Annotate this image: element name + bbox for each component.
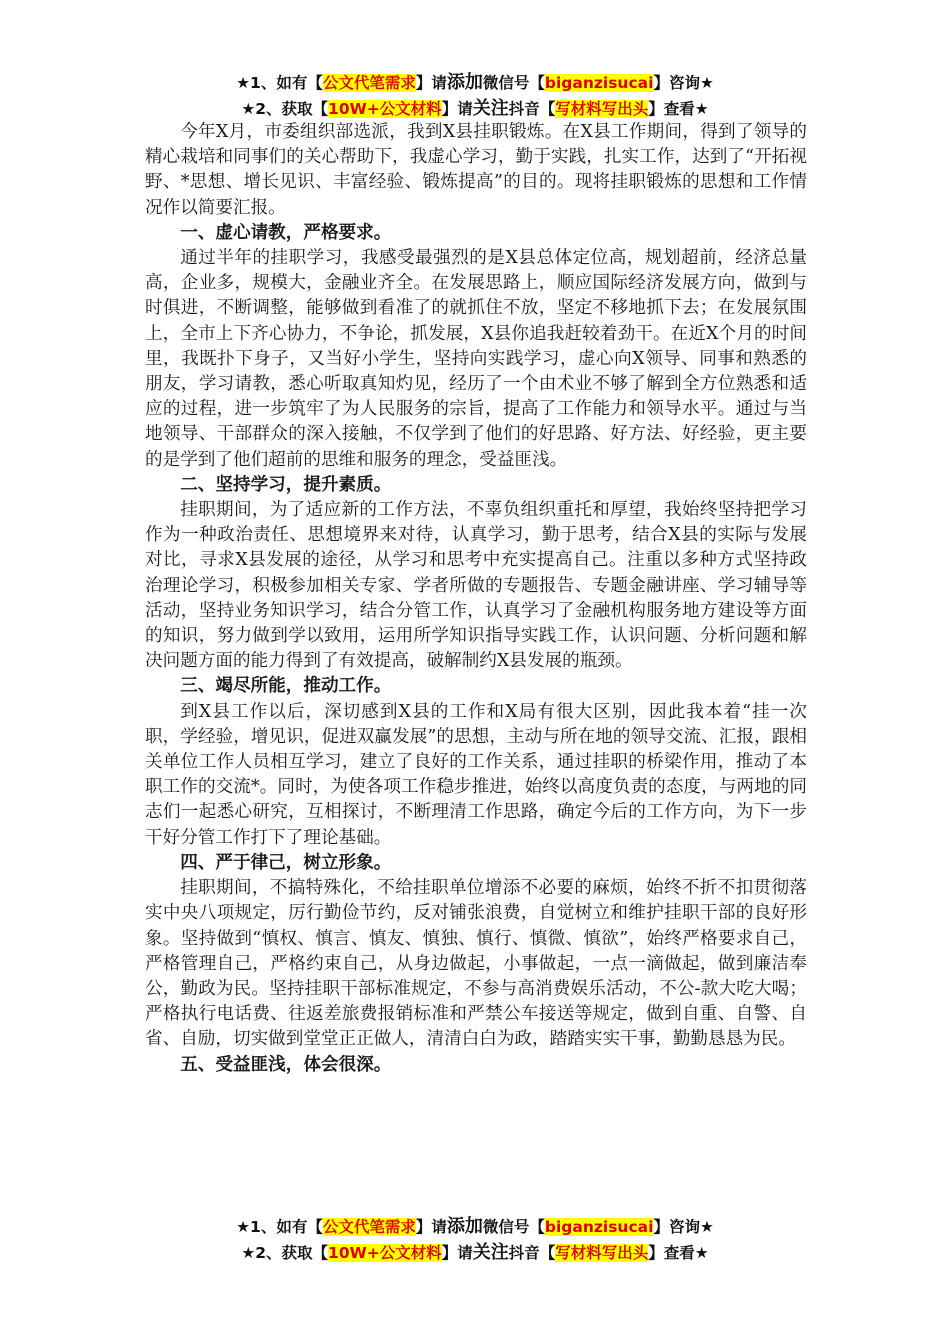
section-paragraph: 挂职期间，不搞特殊化，不给挂职单位增添不必要的麻烦，始终不折不扣贯彻落实中央八项规定，厉行勤俭节约，反对铺张浪费，自觉树立和维护挂职干部的良好形象。坚持做到“慎权、慎言、慎友、慎独、慎行、慎微、慎欲”，始终严格要求自己，严格管理自己，严格约束自己，从身边做起，小事做起，一点一滴做起，做到廉洁奉公，勤政为民。坚持挂职干部标准规定，不参与高消费娱乐活动，不公-款大吃大喝；严格执行电话费、往返差旅费报销标准和严禁公车接送等规定，做到自重、自警、自省、自励，切实做到堂堂正正做人，清清白白为政，踏踏实实干事，勤勤恳恳为民。 — [145, 878, 807, 1050]
highlight-douyin-account: 写材料写出头 — [555, 100, 649, 118]
header-banner — [0, 70, 950, 122]
banner-line-2: ★2、获取【10W+公文材料】请关注抖音【写材料写出头】查看★ — [241, 1242, 709, 1263]
highlight-wechat-id: biganzisucai — [544, 1218, 654, 1236]
banner-line-1: ★1、如有【公文代笔需求】请添加微信号【biganzisucai】咨询★ — [236, 1216, 714, 1237]
highlight-materials: 10W+公文材料 — [328, 100, 442, 118]
highlight-wechat-id: biganzisucai — [544, 74, 654, 92]
section-heading: 五、受益匪浅，体会很深。 — [180, 1054, 392, 1075]
highlight-writing-service: 公文代笔需求 — [322, 74, 416, 92]
highlight-writing-service: 公文代笔需求 — [322, 1218, 416, 1236]
section-heading: 一、虚心请教，严格要求。 — [180, 222, 392, 243]
highlight-materials: 10W+公文材料 — [328, 1244, 442, 1262]
section-heading: 四、严于律己，树立形象。 — [180, 852, 392, 873]
intro-paragraph: 今年X月，市委组织部选派，我到X县挂职锻炼。在X县工作期间，得到了领导的精心栽培和同事们的关心帮助下，我虚心学习，勤于实践，扎实工作，达到了“开拓视野、*思想、增长见识、丰富经验、锻炼提高”的目的。现将挂职锻炼的思想和工作情况作以简要汇报。 — [145, 122, 807, 218]
banner-line-1: ★1、如有【公文代笔需求】请添加微信号【biganzisucai】咨询★ — [236, 72, 714, 93]
section-heading: 二、坚持学习，提升素质。 — [180, 474, 392, 495]
banner-line-2: ★2、获取【10W+公文材料】请关注抖音【写材料写出头】查看★ — [241, 98, 709, 119]
section-heading: 三、竭尽所能，推动工作。 — [180, 676, 392, 697]
document-body — [145, 120, 807, 1078]
section-paragraph: 通过半年的挂职学习，我感受最强烈的是X县总体定位高，规划超前，经济总量高，企业多，规模大，金融业齐全。在发展思路上，顺应国际经济发展方向，做到与时俱进，不断调整，能够做到看准了的就抓住不放，坚定不移地抓下去；在发展氛围上，全市上下齐心协力，不争论，抓发展，X县你追我赶较着劲干。在近X个月的时间里，我既扑下身子，又当好小学生，坚持向实践学习，虚心向X领导、同事和熟悉的朋友，学习请教，悉心听取真知灼见，经历了一个由术业不够了解到全方位熟悉和适应的过程，进一步筑牢了为人民服务的宗旨，提高了工作能力和领导水平。通过与当地领导、干部群众的深入接触，不仅学到了他们的好思路、好方法、好经验，更主要的是学到了他们超前的思维和服务的理念，受益匪浅。 — [145, 248, 807, 470]
section-paragraph: 到X县工作以后，深切感到X县的工作和X局有很大区别，因此我本着“挂一次职，学经验，增见识，促进双赢发展”的思想，主动与所在地的领导交流、汇报，跟相关单位工作人员相互学习，建立了良好的工作关系，通过挂职的桥梁作用，推动了本职工作的交流*。同时，为使各项工作稳步推进，始终以高度负责的态度，与两地的同志们一起悉心研究，互相探讨，不断理清工作思路，确定今后的工作方向，为下一步干好分管工作打下了理论基础。 — [145, 701, 807, 848]
highlight-douyin-account: 写材料写出头 — [555, 1244, 649, 1262]
footer-banner — [0, 1214, 950, 1266]
section-paragraph: 挂职期间，为了适应新的工作方法，不辜负组织重托和厚望，我始终坚持把学习作为一种政治责任、思想境界来对待，认真学习，勤于思考，结合X县的实际与发展对比，寻求X县发展的途径，从学习和思考中充实提高自己。注重以多种方式坚持政治理论学习，积极参加相关专家、学者所做的专题报告、专题金融讲座、学习辅导等活动，坚持业务知识学习，结合分管工作，认真学习了金融机构服务地方建设等方面的知识，努力做到学以致用，运用所学知识指导实践工作，认识问题、分析问题和解决问题方面的能力得到了有效提高，破解制约X县发展的瓶颈。 — [145, 500, 807, 672]
